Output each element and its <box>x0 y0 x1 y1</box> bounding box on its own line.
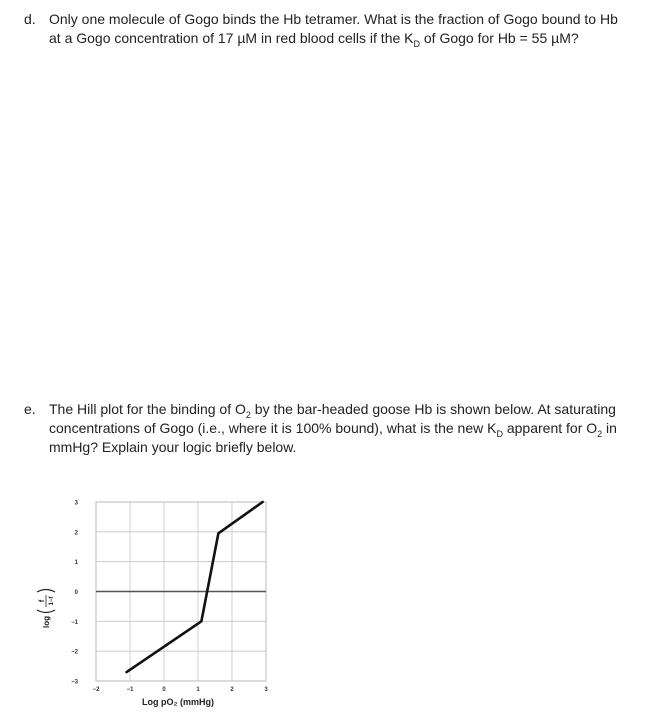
x-tick-label: 3 <box>264 687 268 693</box>
question-e-text <box>49 400 624 457</box>
question-e-letter: e. <box>24 401 36 417</box>
y-axis-label-denominator: 1−f <box>49 596 55 606</box>
question-d-body-end: of Gogo for Hb = 55 µM? <box>420 30 579 46</box>
question-e <box>24 400 624 457</box>
y-tick-label: 2 <box>74 530 78 537</box>
y-tick-label: 0 <box>74 590 78 596</box>
hill-plot <box>34 494 284 714</box>
question-d <box>24 10 624 48</box>
o2-subscript-2: 2 <box>597 428 603 439</box>
question-d-letter: d. <box>24 11 36 27</box>
x-tick-label: 0 <box>162 687 166 693</box>
question-d-text <box>49 10 624 48</box>
y-axis-label-left-paren <box>37 610 55 613</box>
series <box>127 502 263 672</box>
x-tick-label: 2 <box>230 687 234 693</box>
hill-curve <box>127 502 263 672</box>
x-axis-label: Log pO₂ (mmHg) <box>142 697 214 707</box>
hill-plot-svg <box>34 494 284 714</box>
y-axis-label-right-paren <box>37 590 55 593</box>
y-tick-label: −2 <box>71 649 78 656</box>
question-e-part-3: apparent for O <box>502 420 598 436</box>
y-tick-label: −3 <box>71 679 78 686</box>
y-axis-label-prefix: log <box>42 616 51 628</box>
x-tick-label: 1 <box>196 687 200 693</box>
y-tick-labels <box>71 501 79 686</box>
y-tick-label: 1 <box>74 560 78 567</box>
kd-subscript: D <box>413 38 420 49</box>
x-tick-label: −2 <box>92 687 100 693</box>
y-axis-label <box>37 590 55 629</box>
question-e-part-1: The Hill plot for the binding of O <box>49 401 246 417</box>
question-e-part-4: in mmHg? Explain your logic briefly below. <box>49 420 617 455</box>
x-tick-labels <box>93 687 269 693</box>
y-tick-label: 3 <box>74 500 78 507</box>
kd-subscript: D <box>496 428 503 439</box>
question-d-body: Only one molecule of Gogo binds the Hb tetramer. What is the fraction of Gogo bound to Hb at a Gogo concentration of 17 µM in red blood cells if the K <box>49 11 618 46</box>
o2-subscript: 2 <box>245 409 251 420</box>
y-axis-label-numerator: f <box>39 599 46 603</box>
question-e-part-2: by the bar-headed goose Hb is shown below. At saturating concentrations of Gogo (i.e., where it is 100% bound), what is the new K <box>49 401 616 436</box>
x-tick-label: −1 <box>126 687 134 693</box>
y-tick-label: −1 <box>71 619 78 626</box>
